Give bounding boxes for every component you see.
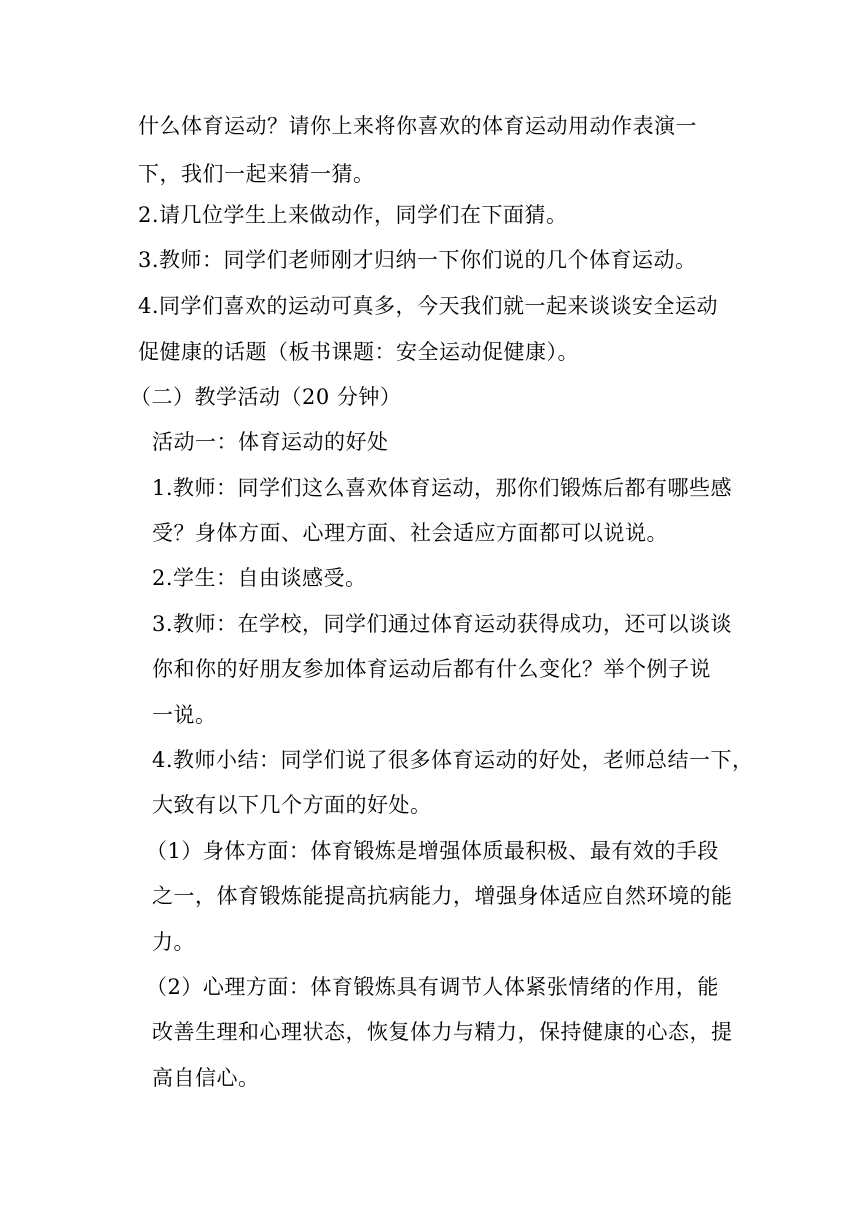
- text-line: （1）身体方面：体育锻炼是增强体质最积极、最有效的手段: [146, 839, 719, 863]
- text-line: （2）心理方面：体育锻炼具有调节人体紧张情绪的作用，能: [146, 975, 719, 999]
- text-line: 3.教师：在学校，同学们通过体育运动获得成功，还可以谈谈: [152, 612, 733, 636]
- text-line: 3.教师：同学们老师刚才归纳一下你们说的几个体育运动。: [138, 248, 697, 272]
- text-line: 大致有以下几个方面的好处。: [152, 793, 432, 817]
- text-line: 力。: [152, 930, 195, 954]
- text-line: 受？身体方面、心理方面、社会适应方面都可以说说。: [152, 521, 668, 545]
- text-line: 促健康的话题（板书课题：安全运动促健康）。: [138, 340, 579, 364]
- activity-heading: 活动一：体育运动的好处: [152, 430, 389, 454]
- text-line: 你和你的好朋友参加体育运动后都有什么变化？举个例子说: [152, 657, 711, 681]
- text-line: 下，我们一起来猜一猜。: [138, 162, 375, 186]
- text-line: 2.学生：自由谈感受。: [152, 566, 367, 590]
- text-line: 之一，体育锻炼能提高抗病能力，增强身体适应自然环境的能: [152, 884, 733, 908]
- section-heading: （二）教学活动（20 分钟）: [130, 385, 402, 409]
- text-line: 4.同学们喜欢的运动可真多，今天我们就一起来谈谈安全运动: [138, 294, 719, 318]
- text-line: 什么体育运动？请你上来将你喜欢的体育运动用动作表演一: [138, 114, 697, 138]
- text-line: 高自信心。: [152, 1066, 260, 1090]
- text-line: 改善生理和心理状态，恢复体力与精力，保持健康的心态，提: [152, 1020, 733, 1044]
- text-line: 1.教师：同学们这么喜欢体育运动，那你们锻炼后都有哪些感: [152, 476, 733, 500]
- text-line: 一说。: [152, 703, 217, 727]
- text-line: 4.教师小结：同学们说了很多体育运动的好处，老师总结一下，: [152, 748, 754, 772]
- text-line: 2.请几位学生上来做动作，同学们在下面猜。: [138, 203, 568, 227]
